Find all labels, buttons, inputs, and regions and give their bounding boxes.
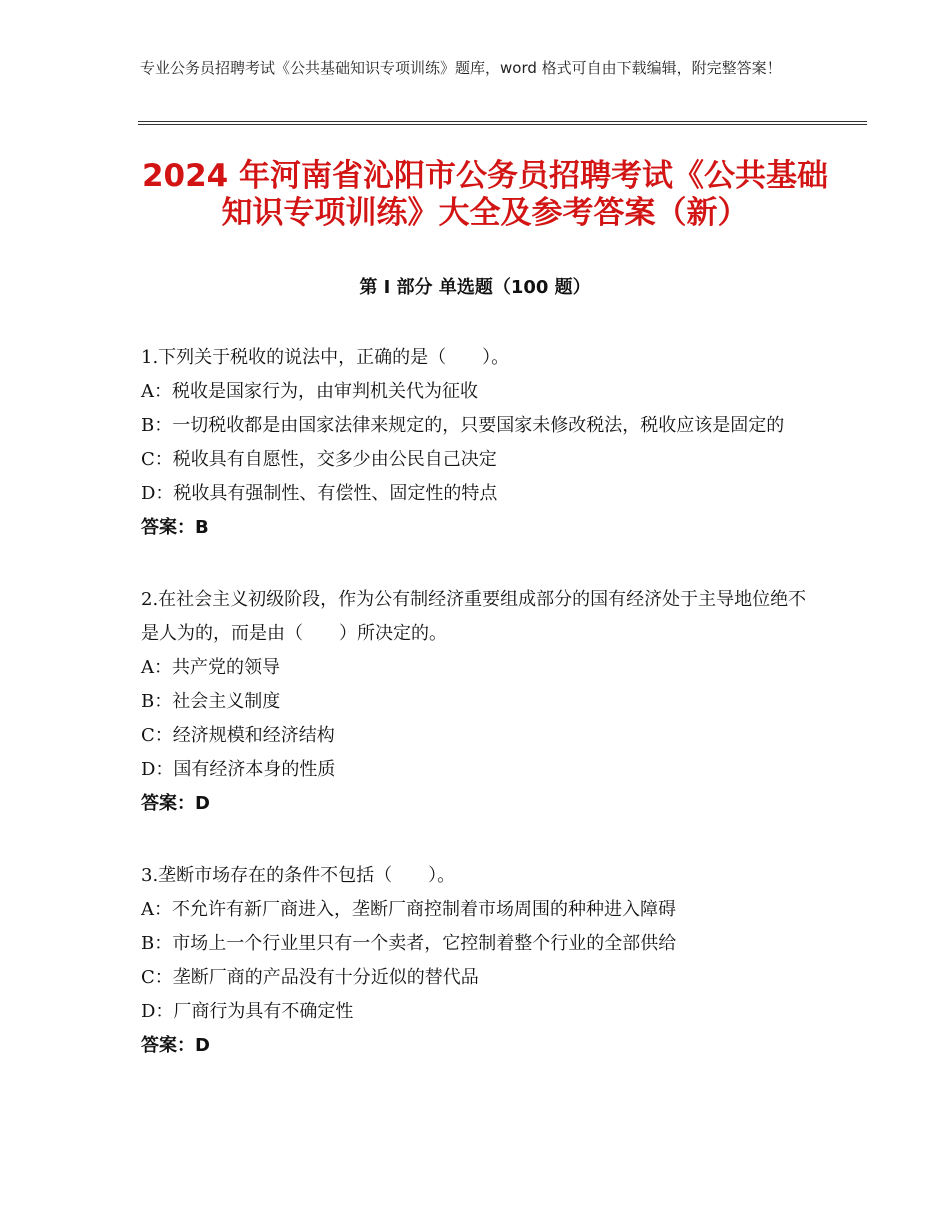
option-d: D：厂商行为具有不确定性	[141, 1001, 354, 1022]
option-d: D：国有经济本身的性质	[141, 759, 336, 780]
option-b: B：市场上一个行业里只有一个卖者，它控制着整个行业的全部供给	[141, 933, 677, 954]
option-c: C：垄断厂商的产品没有十分近似的替代品	[141, 967, 479, 988]
document-title: 2024 年河南省沁阳市公务员招聘考试《公共基础知识专项训练》大全及参考答案（新）	[141, 158, 829, 231]
question-list	[141, 341, 811, 1063]
option-b: B：社会主义制度	[141, 691, 281, 712]
header-note: 专业公务员招聘考试《公共基础知识专项训练》题库，word 格式可自由下载编辑，附完整答案！	[140, 59, 782, 77]
option-d: D：税收具有强制性、有偿性、固定性的特点	[141, 483, 498, 504]
option-a: A：不允许有新厂商进入，垄断厂商控制着市场周围的种种进入障碍	[141, 899, 676, 920]
question-stem: 3.垄断市场存在的条件不包括（ ）。	[141, 865, 456, 886]
option-c: C：税收具有自愿性，交多少由公民自己决定	[141, 449, 497, 470]
question-spacer	[141, 821, 811, 859]
question-stem: 2.在社会主义初级阶段，作为公有制经济重要组成部分的国有经济处于主导地位绝不是人为的，而是由（ ）所决定的。	[141, 589, 807, 644]
header-divider-secondary	[138, 124, 867, 125]
option-a: A：税收是国家行为，由审判机关代为征收	[141, 381, 478, 402]
section-heading: 第 I 部分 单选题（100 题）	[359, 277, 591, 298]
question-spacer	[141, 545, 811, 583]
option-c: C：经济规模和经济结构	[141, 725, 335, 746]
option-a: A：共产党的领导	[141, 657, 280, 678]
option-b: B：一切税收都是由国家法律来规定的，只要国家未修改税法，税收应该是固定的	[141, 415, 785, 436]
question-stem: 1.下列关于税收的说法中，正确的是（ ）。	[141, 347, 510, 368]
question-2	[141, 583, 811, 821]
answer-label: 答案：D	[141, 793, 210, 814]
question-1	[141, 341, 811, 545]
header-divider	[138, 121, 867, 122]
answer-label: 答案：B	[141, 517, 209, 538]
answer-label: 答案：D	[141, 1035, 210, 1056]
question-3	[141, 859, 811, 1063]
